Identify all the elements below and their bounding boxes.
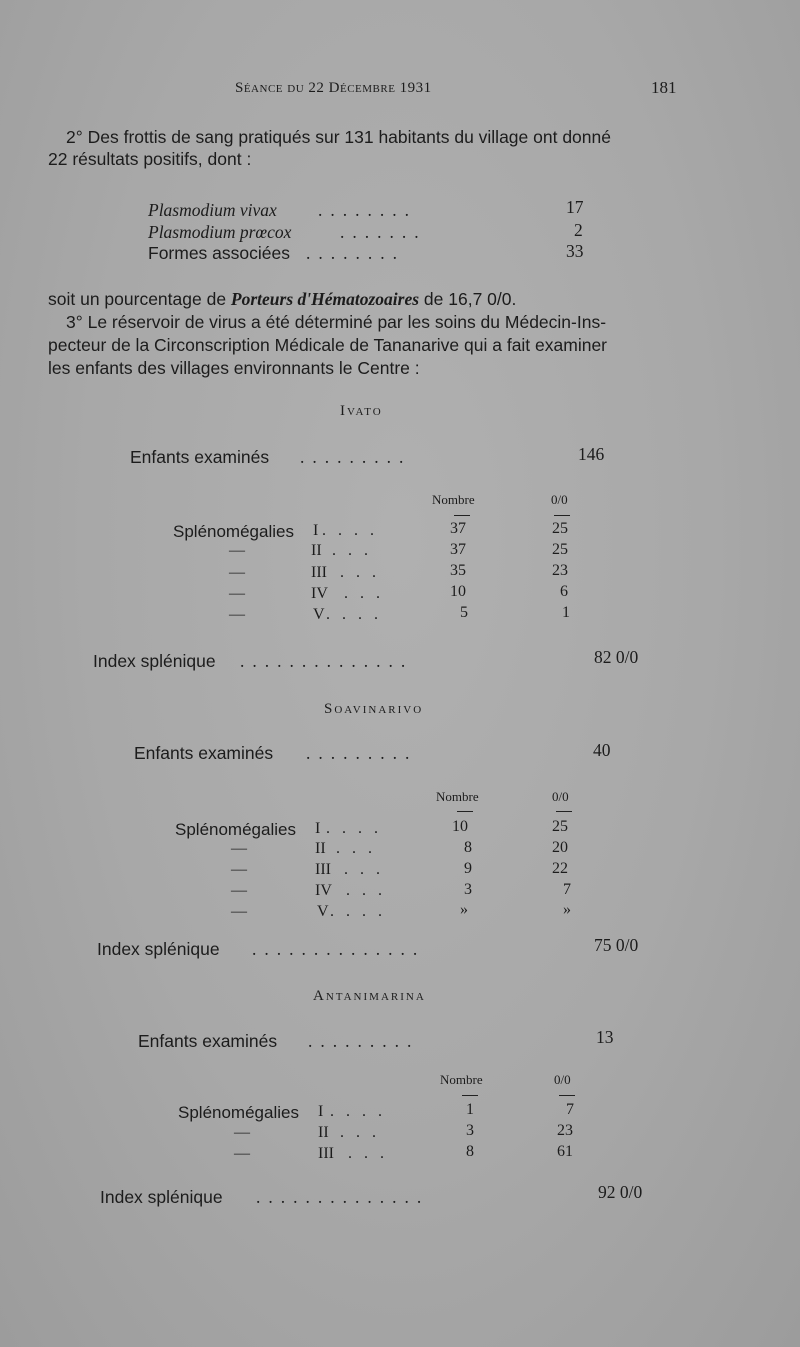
children-value: 146 [578, 444, 605, 464]
leader-dots: . . . . [330, 1103, 382, 1120]
value-nombre: 10 [452, 818, 468, 835]
leader-dots: . . . [336, 840, 372, 857]
leader-dots: ....... [340, 222, 427, 242]
paragraph-line: les enfants des villages environnants le Centre : [48, 358, 420, 378]
grade: II [318, 1124, 329, 1141]
leader-dots: . . . [346, 882, 382, 899]
paragraph-line: 3° Le réservoir de virus a été déterminé par les soins du Médecin-Ins- [66, 312, 607, 332]
value-nombre: 1 [466, 1101, 474, 1118]
leader-dots: . . . . [326, 606, 378, 623]
value-nombre: 37 [450, 520, 466, 537]
grade: I [313, 522, 319, 539]
ditto-dash: — [234, 1124, 250, 1141]
section-title: Ivato [340, 403, 383, 419]
leader-dots: .............. [240, 651, 414, 671]
leader-dots: ........ [318, 200, 417, 220]
ditto-dash: — [229, 564, 245, 581]
column-header-percent: 0/0 [551, 492, 568, 507]
column-rule [554, 515, 570, 516]
children-value: 40 [593, 740, 611, 760]
ditto-dash: — [234, 1145, 250, 1162]
item-value: 2 [574, 220, 583, 240]
leader-dots: . . . . [326, 820, 378, 837]
value-percent: 7 [563, 881, 571, 898]
section-title: Soavinarivo [324, 701, 424, 717]
item-value: 17 [566, 197, 584, 217]
ditto-dash: — [231, 861, 247, 878]
value-percent: 6 [560, 583, 568, 600]
value-percent: 1 [562, 604, 570, 621]
children-label: Enfants examinés [130, 447, 270, 467]
leader-dots: . . . [332, 542, 368, 559]
column-rule [556, 811, 572, 812]
value-percent: » [563, 901, 571, 918]
value-nombre: 8 [466, 1143, 474, 1160]
value-nombre: 9 [464, 860, 472, 877]
summary-text: soit un pourcentage de [48, 289, 231, 309]
children-value: 13 [596, 1027, 614, 1047]
item-label: Plasmodium vivax [148, 200, 277, 220]
column-header-percent: 0/0 [554, 1072, 571, 1087]
ditto-dash: — [231, 903, 247, 920]
ditto-dash: — [231, 840, 247, 857]
grade: I [315, 820, 321, 837]
value-nombre: 3 [464, 881, 472, 898]
summary-text: de 16,7 0/0. [419, 289, 517, 309]
leader-dots: ........ [306, 243, 405, 263]
value-percent: 25 [552, 541, 568, 558]
value-percent: 23 [557, 1122, 573, 1139]
item-label: Plasmodium prœcox [148, 222, 292, 242]
paragraph-line: pecteur de la Circonscription Médicale de Tananarive qui a fait examiner [48, 335, 608, 355]
value-percent: 23 [552, 562, 568, 579]
page-number: 181 [651, 78, 677, 97]
value-percent: 61 [557, 1143, 573, 1160]
item-label: Formes associées [148, 243, 290, 263]
leader-dots: ......... [308, 1031, 420, 1051]
grade: V [313, 606, 325, 623]
item-value: 33 [566, 241, 584, 261]
value-percent: 20 [552, 839, 568, 856]
grade: III [318, 1145, 334, 1162]
value-percent: 22 [552, 860, 568, 877]
leader-dots: ......... [300, 447, 412, 467]
ditto-dash: — [229, 542, 245, 559]
children-label: Enfants examinés [138, 1031, 278, 1051]
column-rule [462, 1095, 478, 1096]
row-label: Splénomégalies [175, 820, 296, 839]
leader-dots: . . . [344, 585, 380, 602]
value-nombre: 10 [450, 583, 466, 600]
leader-dots: . . . [348, 1145, 384, 1162]
ditto-dash: — [229, 606, 245, 623]
row-label: Splénomégalies [173, 522, 294, 541]
grade: I [318, 1103, 324, 1120]
summary-line [48, 288, 516, 310]
leader-dots: . . . [340, 1124, 376, 1141]
index-label: Index splénique [93, 651, 216, 671]
value-nombre: 3 [466, 1122, 474, 1139]
leader-dots: .............. [256, 1187, 430, 1207]
leader-dots: ......... [306, 743, 418, 763]
grade: IV [315, 882, 332, 899]
grade: III [315, 861, 331, 878]
leader-dots: . . . . [322, 522, 374, 539]
grade: II [311, 542, 322, 559]
index-value: 92 0/0 [598, 1182, 643, 1202]
running-header: Séance du 22 Décembre 1931 [235, 80, 432, 96]
column-rule [457, 811, 473, 812]
ditto-dash: — [229, 585, 245, 602]
leader-dots: . . . [344, 861, 380, 878]
grade: III [311, 564, 327, 581]
row-label: Splénomégalies [178, 1103, 299, 1122]
ditto-dash: — [231, 882, 247, 899]
value-nombre: 5 [460, 604, 468, 621]
leader-dots: . . . [340, 564, 376, 581]
grade: V [317, 903, 329, 920]
column-header-percent: 0/0 [552, 789, 569, 804]
index-value: 82 0/0 [594, 647, 639, 667]
column-header-nombre: Nombre [432, 492, 475, 507]
column-header-nombre: Nombre [436, 789, 479, 804]
value-nombre: » [460, 901, 468, 918]
grade: IV [311, 585, 328, 602]
column-rule [559, 1095, 575, 1096]
paragraph-line: 22 résultats positifs, dont : [48, 149, 252, 169]
paragraph-line: 2° Des frottis de sang pratiqués sur 131 habitants du village ont donné [66, 127, 611, 147]
value-percent: 25 [552, 818, 568, 835]
column-header-nombre: Nombre [440, 1072, 483, 1087]
section-title: Antanimarina [313, 988, 426, 1004]
index-value: 75 0/0 [594, 935, 639, 955]
value-percent: 7 [566, 1101, 574, 1118]
value-percent: 25 [552, 520, 568, 537]
index-label: Index splénique [100, 1187, 223, 1207]
value-nombre: 35 [450, 562, 466, 579]
column-rule [454, 515, 470, 516]
value-nombre: 8 [464, 839, 472, 856]
value-nombre: 37 [450, 541, 466, 558]
index-label: Index splénique [97, 939, 220, 959]
leader-dots: .............. [252, 939, 426, 959]
summary-emphasis: Porteurs d'Hématozoaires [230, 289, 420, 309]
children-label: Enfants examinés [134, 743, 274, 763]
grade: II [315, 840, 326, 857]
leader-dots: . . . . [330, 903, 382, 920]
